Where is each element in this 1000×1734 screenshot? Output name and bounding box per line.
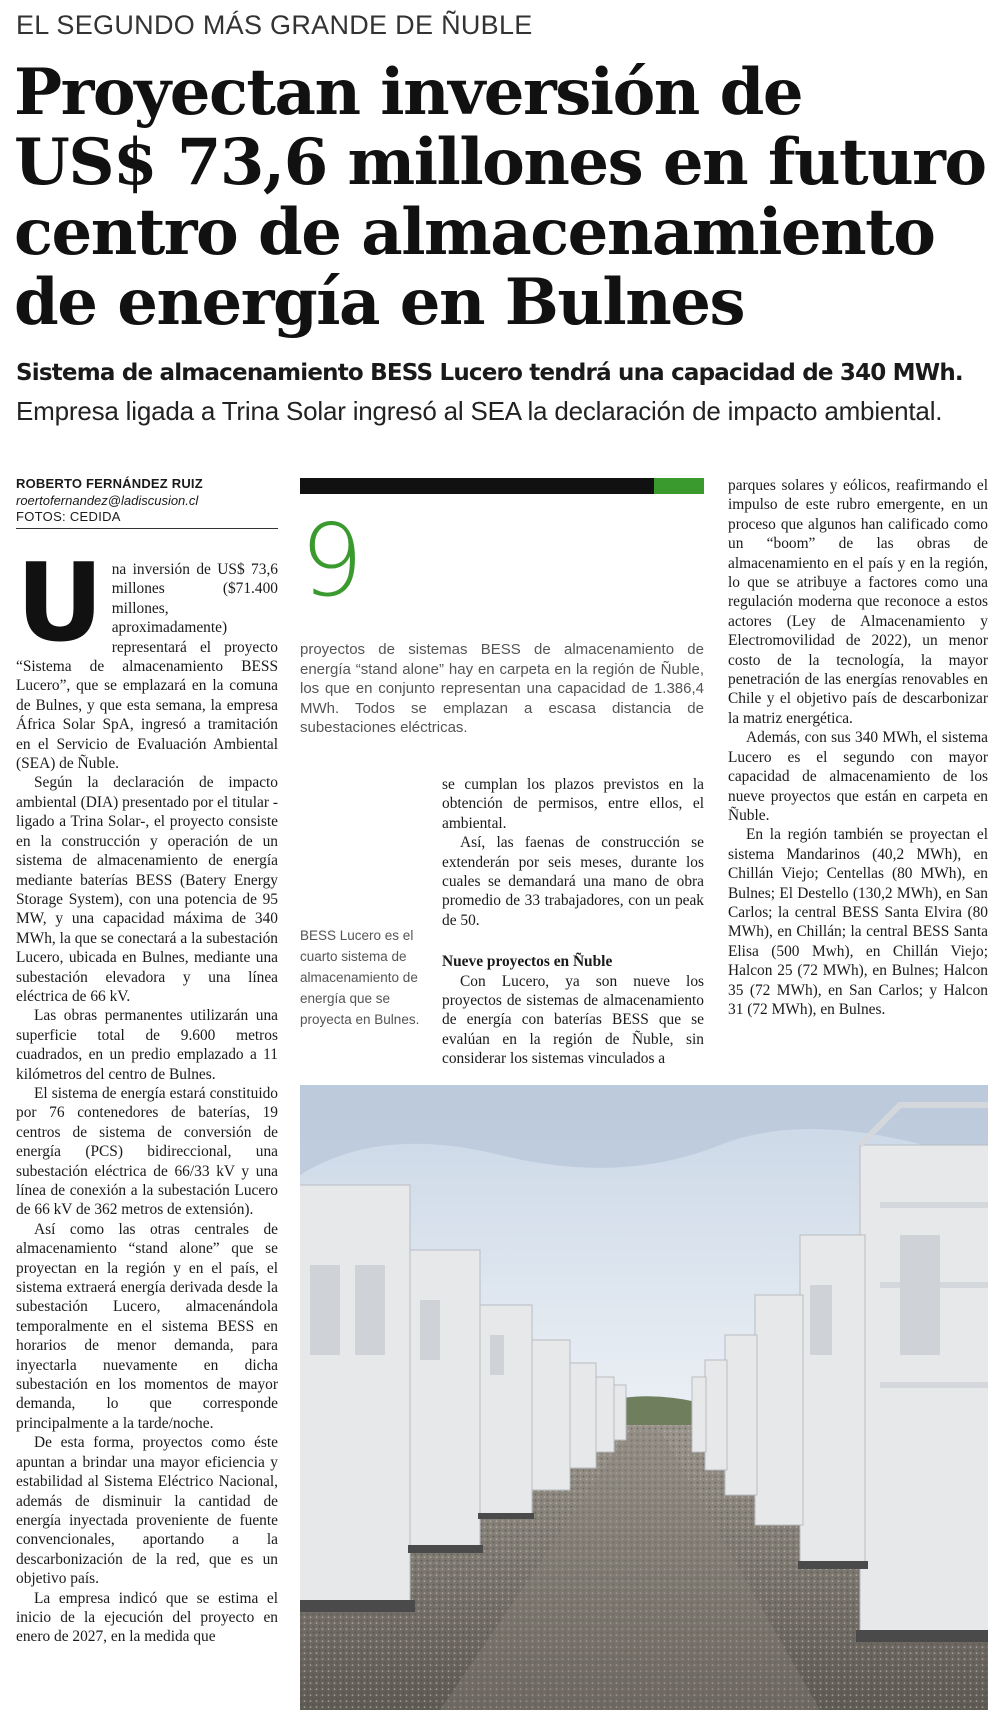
paragraph: se cumplan los plazos previstos en la obtención de permisos, entre ellos, el ambiental. [442,776,704,832]
factbox-text: proyectos de sistemas BESS de almacenamiento de energía “stand alone” hay en carpeta en la región de Ñuble, los que en conjunto representan una capacidad de 1.386,4 MWh. Todos se emplazan a escasa distancia de subestaciones eléctricas. [300,641,704,736]
headline-line: US$ 73,6 millones en futuro [14,125,986,200]
paragraph: El sistema de energía estará constituido por 76 contenedores de baterías, 19 centros de sistema de conversión de energía (PCS) bidireccional, una subestación eléctrica de 66/33 kV y una línea de conexión a la subestación Lucero de 66 kV de 362 metros de extensión). [16,1084,278,1219]
headline [14,55,989,340]
paragraph: Además, con sus 340 MWh, el sistema Lucero es el segundo con mayor capacidad de almacenamiento de los nueve proyectos que están en carpeta en Ñuble. [728,729,988,824]
paragraph: Según la declaración de impacto ambiental (DIA) presentado por el titular -ligado a Trina Solar-, el proyecto consiste en la construcción y operación de un sistema de almacenamiento de energía mediante baterías BESS (Batery Energy Storage System), con una potencia de 95 MW, y una capacidad máxima de 340 MWh, la que se conectará a la subestación Lucero, ubicada en Bulnes, mediante una subestación elevadora y una línea eléctrica de 66 kV. [16,774,278,1005]
paragraph: En la región también se proyectan el sistema Mandarinos (40,2 MWh), en Chillán Viejo; Centellas (80 MWh), en Bulnes; El Destello (130,2 MWh), en San Carlos; la central BESS Santa Elvira (80 MWh), en Chillán; la central BESS Santa Elisa (500 Mwh), en Chillán Viejo; Halcon 25 (72 MWh), en Bulnes; Halcon 35 (72 MWh), en San Carlos; y Halcon 31 (72 MWh), en Bulnes. [728,826,988,1018]
byline-name: ROBERTO FERNÁNDEZ RUIZ [16,476,203,491]
paragraph: na inversión de US$ 73,6 millones ($71.400 millones, aproximadamente) representará el proyecto “Sistema de almacenamiento BESS Lucero”, que se emplazará en la comuna de Bulnes, y que esta semana, la empresa África Solar SpA, ingresó a tramitación en el Servicio de Evaluación Ambiental (SEA) de Ñuble. [16,561,278,773]
paragraph: Así, las faenas de construcción se extenderán por seis meses, durante los cuales se demandará una mano de obra promedio de 33 trabajadores, con un peak de 50. [442,834,704,929]
paragraph: De esta forma, proyectos como éste apuntan a brindar una mayor eficiencia y estabilidad al Sistema Eléctrico Nacional, además de disminuir la cantidad de energía inyectada proveniente de fuente convencionales, aportando a la descarbonización de la red, que es un objetivo país. [16,1434,278,1588]
factbox-number: 9 [300,502,364,619]
factbox-bar [300,478,654,494]
factbox-accent-bar [654,478,704,494]
headline-line: centro de almacenamiento [14,195,935,270]
paragraph: Así como las otras centrales de almacenamiento “stand alone” que se proyectan en la región y en el país, el sistema extraerá energía derivada desde la subestación Lucero, almacenándola temporalmente en el sistema BESS en horarios de menor demanda, para inyectarla nuevamente en dicha subestación en los momentos de mayor demanda, lo que corresponde principalmente a la tarde/noche. [16,1220,278,1432]
article-column-2 [442,775,704,1069]
headline-line: de energía en Bulnes [14,265,744,340]
paragraph: Las obras permanentes utilizarán una superficie total de 9.600 metros cuadrados, en un predio emplazado a 11 kilómetros del centro de Bulnes. [16,1007,278,1083]
battery-containers-photo [300,1085,988,1710]
byline-photos: FOTOS: CEDIDA [16,509,121,524]
drop-cap: U [16,541,104,666]
paragraph: parques solares y eólicos, reafirmando el impulso de este rubro emergente, en un proceso que algunos han calificado como un “boom” de las obras de almacenamiento en el país y en la región, lo que se atribuye a factores como una regulación moderna que reconoce a estos actores (Ley de Almacenamiento y Electromovilidad de 2022), un menor costo de la tecnología, la mayor penetración de las energías renovables en Chile y el objetivo país de descarbonizar la matriz energética. [728,477,988,727]
section-kicker: EL SEGUNDO MÁS GRANDE DE ÑUBLE [16,10,533,40]
paragraph: Con Lucero, ya son nueve los proyectos de sistemas de almacenamiento de energía con baterías BESS que se evalúan en la región de Ñuble, sin considerar los sistemas vinculados a [442,972,704,1068]
paragraph: La empresa indicó que se estima el inicio de la ejecución del proyecto en enero de 2027, en la medida que [16,1589,278,1646]
byline-email[interactable]: roertofernandez@ladiscusion.cl [16,493,199,508]
section-subtitle: Nueve proyectos en Ñuble [442,953,613,971]
headline-line: Proyectan inversión de [14,55,803,130]
photo-illustration [300,1085,988,1710]
deck: Empresa ligada a Trina Solar ingresó al SEA la declaración de impacto ambiental. [16,396,943,426]
byline-divider [16,528,278,529]
photo-caption: BESS Lucero es el cuarto sistema de almacenamiento de energía que se proyecta en Bulnes. [300,928,420,1027]
article-column-1 [16,541,278,1647]
article-column-3 [728,476,988,1019]
subheadline: Sistema de almacenamiento BESS Lucero tendrá una capacidad de 340 MWh. [16,360,963,386]
